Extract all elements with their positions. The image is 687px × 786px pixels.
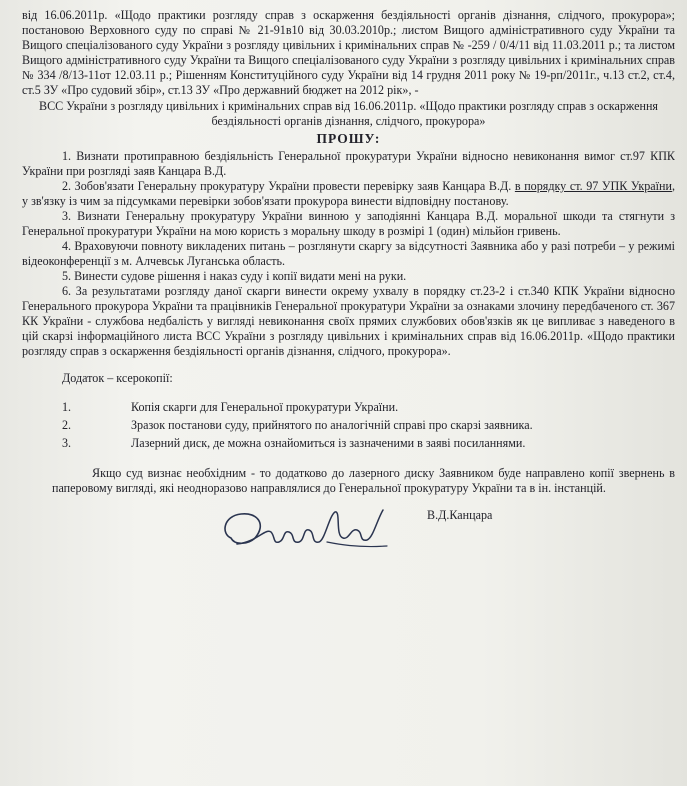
addendum-item-number: 2. <box>62 418 72 432</box>
request-item-2-text-end: , у зв'язку із чим за підсумками перевірки зобов'язати прокурора винести відповідну постанову. <box>22 179 675 208</box>
request-item-6: 6. За результатами розгляду даної скарги винести окрему ухвалу в порядку ст.23-2 і ст.340 КПК України відносно Генерального прокурора України та працівників Генеральної прокуратури України за ознаками злочину передбаченого ст. 367 КК України - службова недбалість у вигляді невиконання своїх прямих службових обов'язків як це випливає з наведеного в цій скарзі інформаційного листа ВСС України з розгляду цивільних і кримінальних справ від 16.06.2011р. «Щодо практики розгляду справ з оскарження бездіяльності органів дізнання, слідчого, прокурора». <box>22 284 675 358</box>
addendum-item-number: 1. <box>62 400 72 414</box>
request-item-5: 5. Винести судове рішення і наказ суду і копії видати мені на руки. <box>62 269 407 283</box>
request-item-3: 3. Визнати Генеральну прокуратуру України винною у заподіянні Канцара В.Д. моральної шкоди та стягнути з Генеральної прокуратури України на мою користь з моральну шкоду в розмірі 1 (один) мільйон гривень. <box>22 209 675 238</box>
addendum-item <box>22 418 675 433</box>
request-list <box>22 149 675 359</box>
addendum-item-number: 3. <box>62 436 72 450</box>
closing-paragraph: Якщо суд визнає необхідним - то додатково до лазерного диску Заявником буде направлено копії звернень в паперовому вигляді, які неодноразово направлялися до Генеральної прокуратуру України та в ін. інстанцій. <box>52 466 675 495</box>
reference-line: ВСС України з розгляду цивільних і кримінальних справ від 16.06.2011р. «Щодо практики розгляду справ з оскарження бездіяльності органів дізнання, слідчого, прокурора» <box>39 99 658 128</box>
signatory-name: В.Д.Канцара <box>427 508 493 522</box>
addendum-item <box>22 436 675 451</box>
request-item-1: 1. Визнати протиправною бездіяльність Генеральної прокуратури України відносно невиконання вимог ст.97 КПК України при розгляді заяв Канцара В.Д. <box>22 149 675 178</box>
signature-block <box>22 496 675 556</box>
addendum-item <box>22 400 675 415</box>
addendum-title: Додаток – ксерокопії: <box>62 371 173 385</box>
addendum-item-text: Зразок постанови суду, прийнятого по аналогічній справі про скарзі заявника. <box>131 418 533 432</box>
intro-paragraph: від 16.06.2011р. «Щодо практики розгляду справ з оскарження бездіяльності органів дізнання, слідчого, прокурора»; постановою Верховного суду по справі № 21-91в10 від 30.03.2010р.; листом Вищого адміністративного суду України та Вищого спеціалізованого суду України з розгляду цивільних і кримінальних справ № -259 / 0/4/11 від 11.03.2011 р.; та листом Вищого адміністративного суду України та Вищого спеціалізованого суду України з розгляду цивільних і кримінальних справ № 334 /8/13-11от 12.03.11 р.; Рішенням Конституційного суду України від 14 грудня 2011 року № 19-рп/2011г., ч.13 ст.2, ст.4, ст.5 ЗУ «Про судовий збір», ст.13 ЗУ «Про державний бюджет на 2012 рік», - <box>22 8 675 97</box>
request-item-4: 4. Враховуючи повноту викладених питань – розглянути скаргу за відсутності Заявника або у разі потреби – у режимі відеоконференції з м. Алчевськ Луганська область. <box>22 239 675 268</box>
addendum-item-text: Копія скарги для Генеральної прокуратури України. <box>131 400 399 414</box>
handwritten-signature <box>217 498 392 556</box>
request-item-2-underlined: в порядку ст. 97 УПК України <box>514 179 672 193</box>
request-item-2-text-start: 2. Зобов'язати Генеральну прокуратуру України провести перевірку заяв Канцара В.Д. <box>62 179 515 193</box>
request-heading: ПРОШУ: <box>316 131 381 146</box>
request-item-2 <box>22 179 675 209</box>
addendum-item-text: Лазерний диск, де можна ознайомиться із зазначеними в заяві посиланнями. <box>131 436 526 450</box>
addendum-list <box>22 400 675 451</box>
